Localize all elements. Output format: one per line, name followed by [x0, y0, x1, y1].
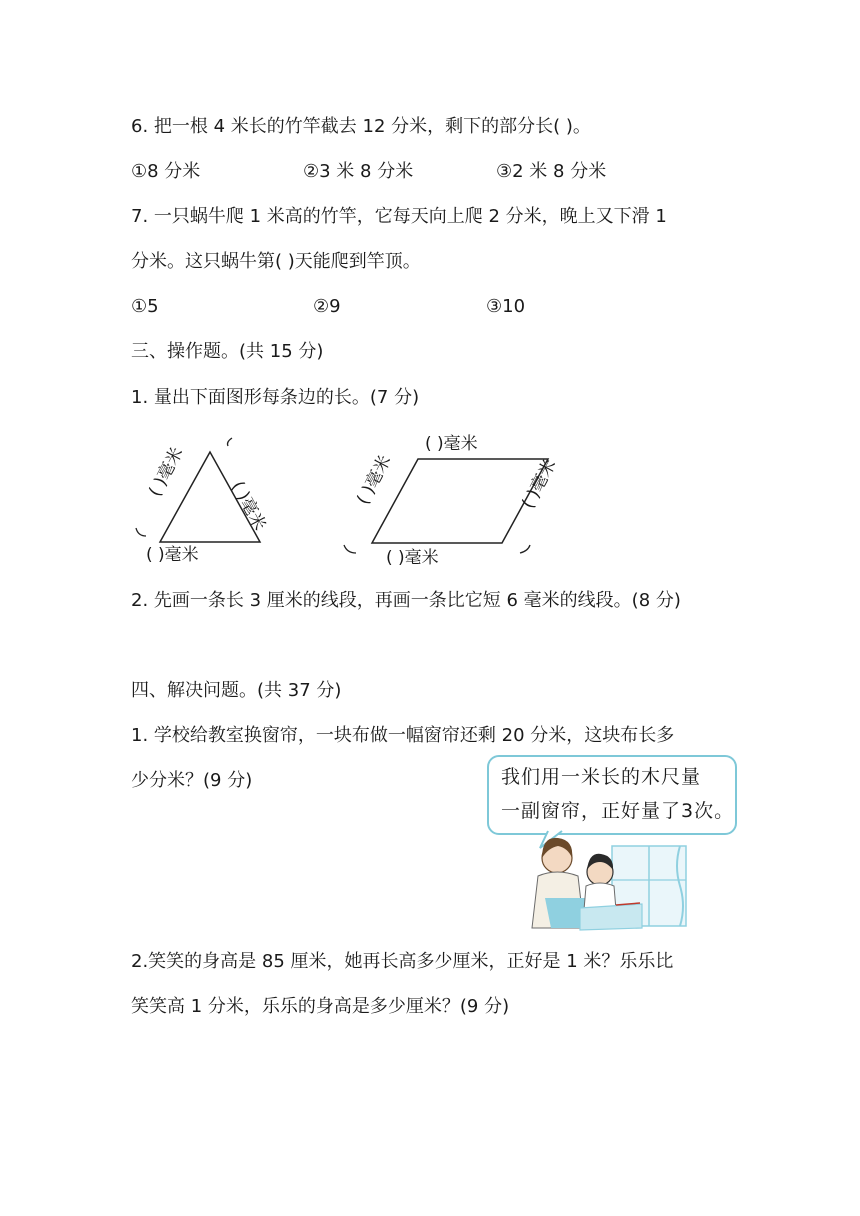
section4-title: 四、解决问题。(共 37 分): [131, 680, 342, 701]
q7-stem-line1: 7. 一只蜗牛爬 1 米高的竹竿，它每天向上爬 2 分米，晚上又下滑 1: [131, 206, 667, 227]
q7-option-1: ①5: [131, 296, 159, 317]
section4-q2-line1: 2.笑笑的身高是 85 厘米，她再长高多少厘米，正好是 1 米？乐乐比: [131, 951, 674, 972]
bubble-line1: 我们用一米长的木尺量: [501, 766, 702, 788]
q6-option-3: ③2 米 8 分米: [496, 161, 607, 182]
triangle-right-label: ( )毫米: [227, 478, 270, 534]
parallelogram-right-label: ( )毫米: [518, 456, 561, 512]
parallelogram-bottom-label: ( )毫米: [386, 548, 439, 568]
q7-stem-line2: 分米。这只蜗牛第( )天能爬到竿顶。: [131, 251, 421, 272]
section3-q2: 2. 先画一条长 3 厘米的线段，再画一条比它短 6 毫米的线段。(8 分): [131, 590, 681, 611]
parallelogram-left-label: ( )毫米: [353, 452, 396, 508]
section3-q1: 1. 量出下面图形每条边的长。(7 分): [131, 387, 420, 408]
q6-option-1: ①8 分米: [131, 161, 201, 182]
q7-option-2: ②9: [313, 296, 341, 317]
triangle-left-label: ( )毫米: [145, 444, 188, 500]
section4-q1-line1: 1. 学校给教室换窗帘，一块布做一幅窗帘还剩 20 分米，这块布长多: [131, 725, 675, 746]
bubble-line2: 一副窗帘，正好量了3次。: [501, 800, 735, 822]
q6-stem: 6. 把一根 4 米长的竹竿截去 12 分米，剩下的部分长( )。: [131, 116, 591, 137]
section4-q2-line2: 笑笑高 1 分米，乐乐的身高是多少厘米？(9 分): [131, 996, 510, 1017]
triangle-bottom-label: ( )毫米: [146, 545, 199, 565]
q6-option-2: ②3 米 8 分米: [303, 161, 414, 182]
section3-title: 三、操作题。(共 15 分): [131, 341, 324, 362]
section4-q1-line2: 少分米？(9 分): [131, 770, 253, 791]
parallelogram-top-label: ( )毫米: [425, 434, 478, 454]
q7-option-3: ③10: [486, 296, 526, 317]
